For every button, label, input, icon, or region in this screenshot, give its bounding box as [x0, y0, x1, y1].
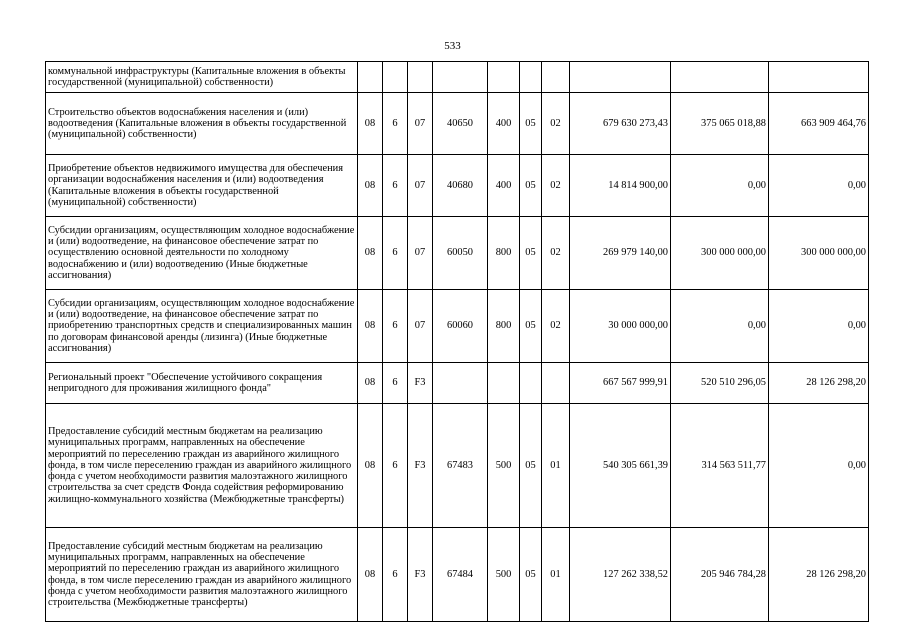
- table-row: [46, 404, 869, 528]
- col-razdel: 05: [520, 155, 542, 217]
- table-row: [46, 217, 869, 290]
- col-razdel: 05: [520, 290, 542, 363]
- col-direction: [433, 62, 488, 93]
- col-sum-year-3: 28 126 298,20: [769, 363, 869, 404]
- col-sum-year-3: 0,00: [769, 290, 869, 363]
- col-expense-type: 800: [488, 290, 520, 363]
- table-row: [46, 290, 869, 363]
- col-section: 08: [358, 290, 383, 363]
- col-program: 6: [383, 290, 408, 363]
- col-sum-year-3: 0,00: [769, 155, 869, 217]
- col-program: 6: [383, 155, 408, 217]
- row-description: Приобретение объектов недвижимого имущества для обеспечения организации водоснабжения населения и (или) водоотведения (Капитальные вложения в объекты государственной (муниципальной) собственности): [46, 155, 358, 217]
- col-sum-year-3: 28 126 298,20: [769, 528, 869, 622]
- col-section: 08: [358, 363, 383, 404]
- col-sum-year-1: 667 567 999,91: [570, 363, 671, 404]
- col-section: 08: [358, 404, 383, 528]
- col-sum-year-3: 663 909 464,76: [769, 93, 869, 155]
- col-razdel: 05: [520, 404, 542, 528]
- col-sum-year-1: 30 000 000,00: [570, 290, 671, 363]
- col-program: 6: [383, 217, 408, 290]
- col-sum-year-3: [769, 62, 869, 93]
- col-expense-type: [488, 62, 520, 93]
- col-section: 08: [358, 217, 383, 290]
- col-program: 6: [383, 404, 408, 528]
- col-razdel: 05: [520, 528, 542, 622]
- page-number: 533: [444, 40, 461, 52]
- col-program: 6: [383, 363, 408, 404]
- col-direction: 60060: [433, 290, 488, 363]
- row-description: Субсидии организациям, осуществляющим холодное водоснабжение и (или) водоотведение, на финансовое обеспечение затрат по осуществлению основной деятельности по холодному водоснабжению и (или) водоотведению (Иные бюджетные ассигнования): [46, 217, 358, 290]
- col-podrazdel: [542, 363, 570, 404]
- col-direction: 67483: [433, 404, 488, 528]
- col-podrazdel: 02: [542, 217, 570, 290]
- col-sum-year-1: 679 630 273,43: [570, 93, 671, 155]
- row-description: Предоставление субсидий местным бюджетам на реализацию муниципальных программ, направленных на обеспечение мероприятий по переселению граждан из аварийного жилищного фонда, в том числе переселению граждан из аварийного жилищного фонда с учетом необходимости развития малоэтажного жилищного строительства (Межбюджетные трансферты): [46, 528, 358, 622]
- col-expense-type: 400: [488, 93, 520, 155]
- col-subprogram: 07: [408, 155, 433, 217]
- row-description: Региональный проект "Обеспечение устойчивого сокращения непригодного для проживания жилищного фонда": [46, 363, 358, 404]
- row-description: Строительство объектов водоснабжения населения и (или) водоотведения (Капитальные вложения в объекты государственной (муниципальной) собственности): [46, 93, 358, 155]
- col-sum-year-2: 375 065 018,88: [671, 93, 769, 155]
- col-sum-year-1: 127 262 338,52: [570, 528, 671, 622]
- col-sum-year-2: [671, 62, 769, 93]
- col-expense-type: 500: [488, 528, 520, 622]
- col-direction: 40650: [433, 93, 488, 155]
- table-row: [46, 62, 869, 93]
- col-sum-year-2: 0,00: [671, 290, 769, 363]
- col-program: [383, 62, 408, 93]
- col-sum-year-1: 14 814 900,00: [570, 155, 671, 217]
- row-description: Предоставление субсидий местным бюджетам на реализацию муниципальных программ, направленных на обеспечение мероприятий по переселению граждан из аварийного жилищного фонда, в том числе переселению граждан из аварийного жилищного фонда с учетом необходимости развития малоэтажного жилищного строительства за счет средств Фонда содействия реформированию жилищно-коммунального хозяйства (Межбюджетные трансферты): [46, 404, 358, 528]
- col-subprogram: 07: [408, 217, 433, 290]
- col-podrazdel: 02: [542, 290, 570, 363]
- col-section: 08: [358, 93, 383, 155]
- col-sum-year-2: 0,00: [671, 155, 769, 217]
- budget-table: [45, 61, 869, 622]
- col-razdel: [520, 62, 542, 93]
- col-podrazdel: 02: [542, 93, 570, 155]
- col-sum-year-1: [570, 62, 671, 93]
- col-sum-year-1: 540 305 661,39: [570, 404, 671, 528]
- col-program: 6: [383, 93, 408, 155]
- col-subprogram: 07: [408, 290, 433, 363]
- col-section: 08: [358, 528, 383, 622]
- col-direction: [433, 363, 488, 404]
- col-sum-year-3: 0,00: [769, 404, 869, 528]
- col-podrazdel: 01: [542, 404, 570, 528]
- col-sum-year-3: 300 000 000,00: [769, 217, 869, 290]
- col-subprogram: [408, 62, 433, 93]
- col-direction: 40680: [433, 155, 488, 217]
- col-sum-year-2: 520 510 296,05: [671, 363, 769, 404]
- col-expense-type: [488, 363, 520, 404]
- col-sum-year-2: 205 946 784,28: [671, 528, 769, 622]
- col-subprogram: 07: [408, 93, 433, 155]
- col-razdel: [520, 363, 542, 404]
- col-subprogram: F3: [408, 363, 433, 404]
- col-direction: 60050: [433, 217, 488, 290]
- col-section: 08: [358, 155, 383, 217]
- col-section: [358, 62, 383, 93]
- table-row: [46, 155, 869, 217]
- col-podrazdel: 02: [542, 155, 570, 217]
- col-podrazdel: 01: [542, 528, 570, 622]
- col-expense-type: 400: [488, 155, 520, 217]
- table-row: [46, 93, 869, 155]
- col-sum-year-2: 314 563 511,77: [671, 404, 769, 528]
- col-sum-year-2: 300 000 000,00: [671, 217, 769, 290]
- row-description: коммунальной инфраструктуры (Капитальные вложения в объекты государственной (муниципальной) собственности): [46, 62, 358, 93]
- col-expense-type: 800: [488, 217, 520, 290]
- col-subprogram: F3: [408, 528, 433, 622]
- col-subprogram: F3: [408, 404, 433, 528]
- col-expense-type: 500: [488, 404, 520, 528]
- col-sum-year-1: 269 979 140,00: [570, 217, 671, 290]
- table-row: [46, 528, 869, 622]
- col-razdel: 05: [520, 217, 542, 290]
- col-direction: 67484: [433, 528, 488, 622]
- table-row: [46, 363, 869, 404]
- col-podrazdel: [542, 62, 570, 93]
- col-program: 6: [383, 528, 408, 622]
- col-razdel: 05: [520, 93, 542, 155]
- row-description: Субсидии организациям, осуществляющим холодное водоснабжение и (или) водоотведение, на финансовое обеспечение затрат по приобретению транспортных средств и специализированных машин по договорам финансовой аренды (лизинга) (Иные бюджетные ассигнования): [46, 290, 358, 363]
